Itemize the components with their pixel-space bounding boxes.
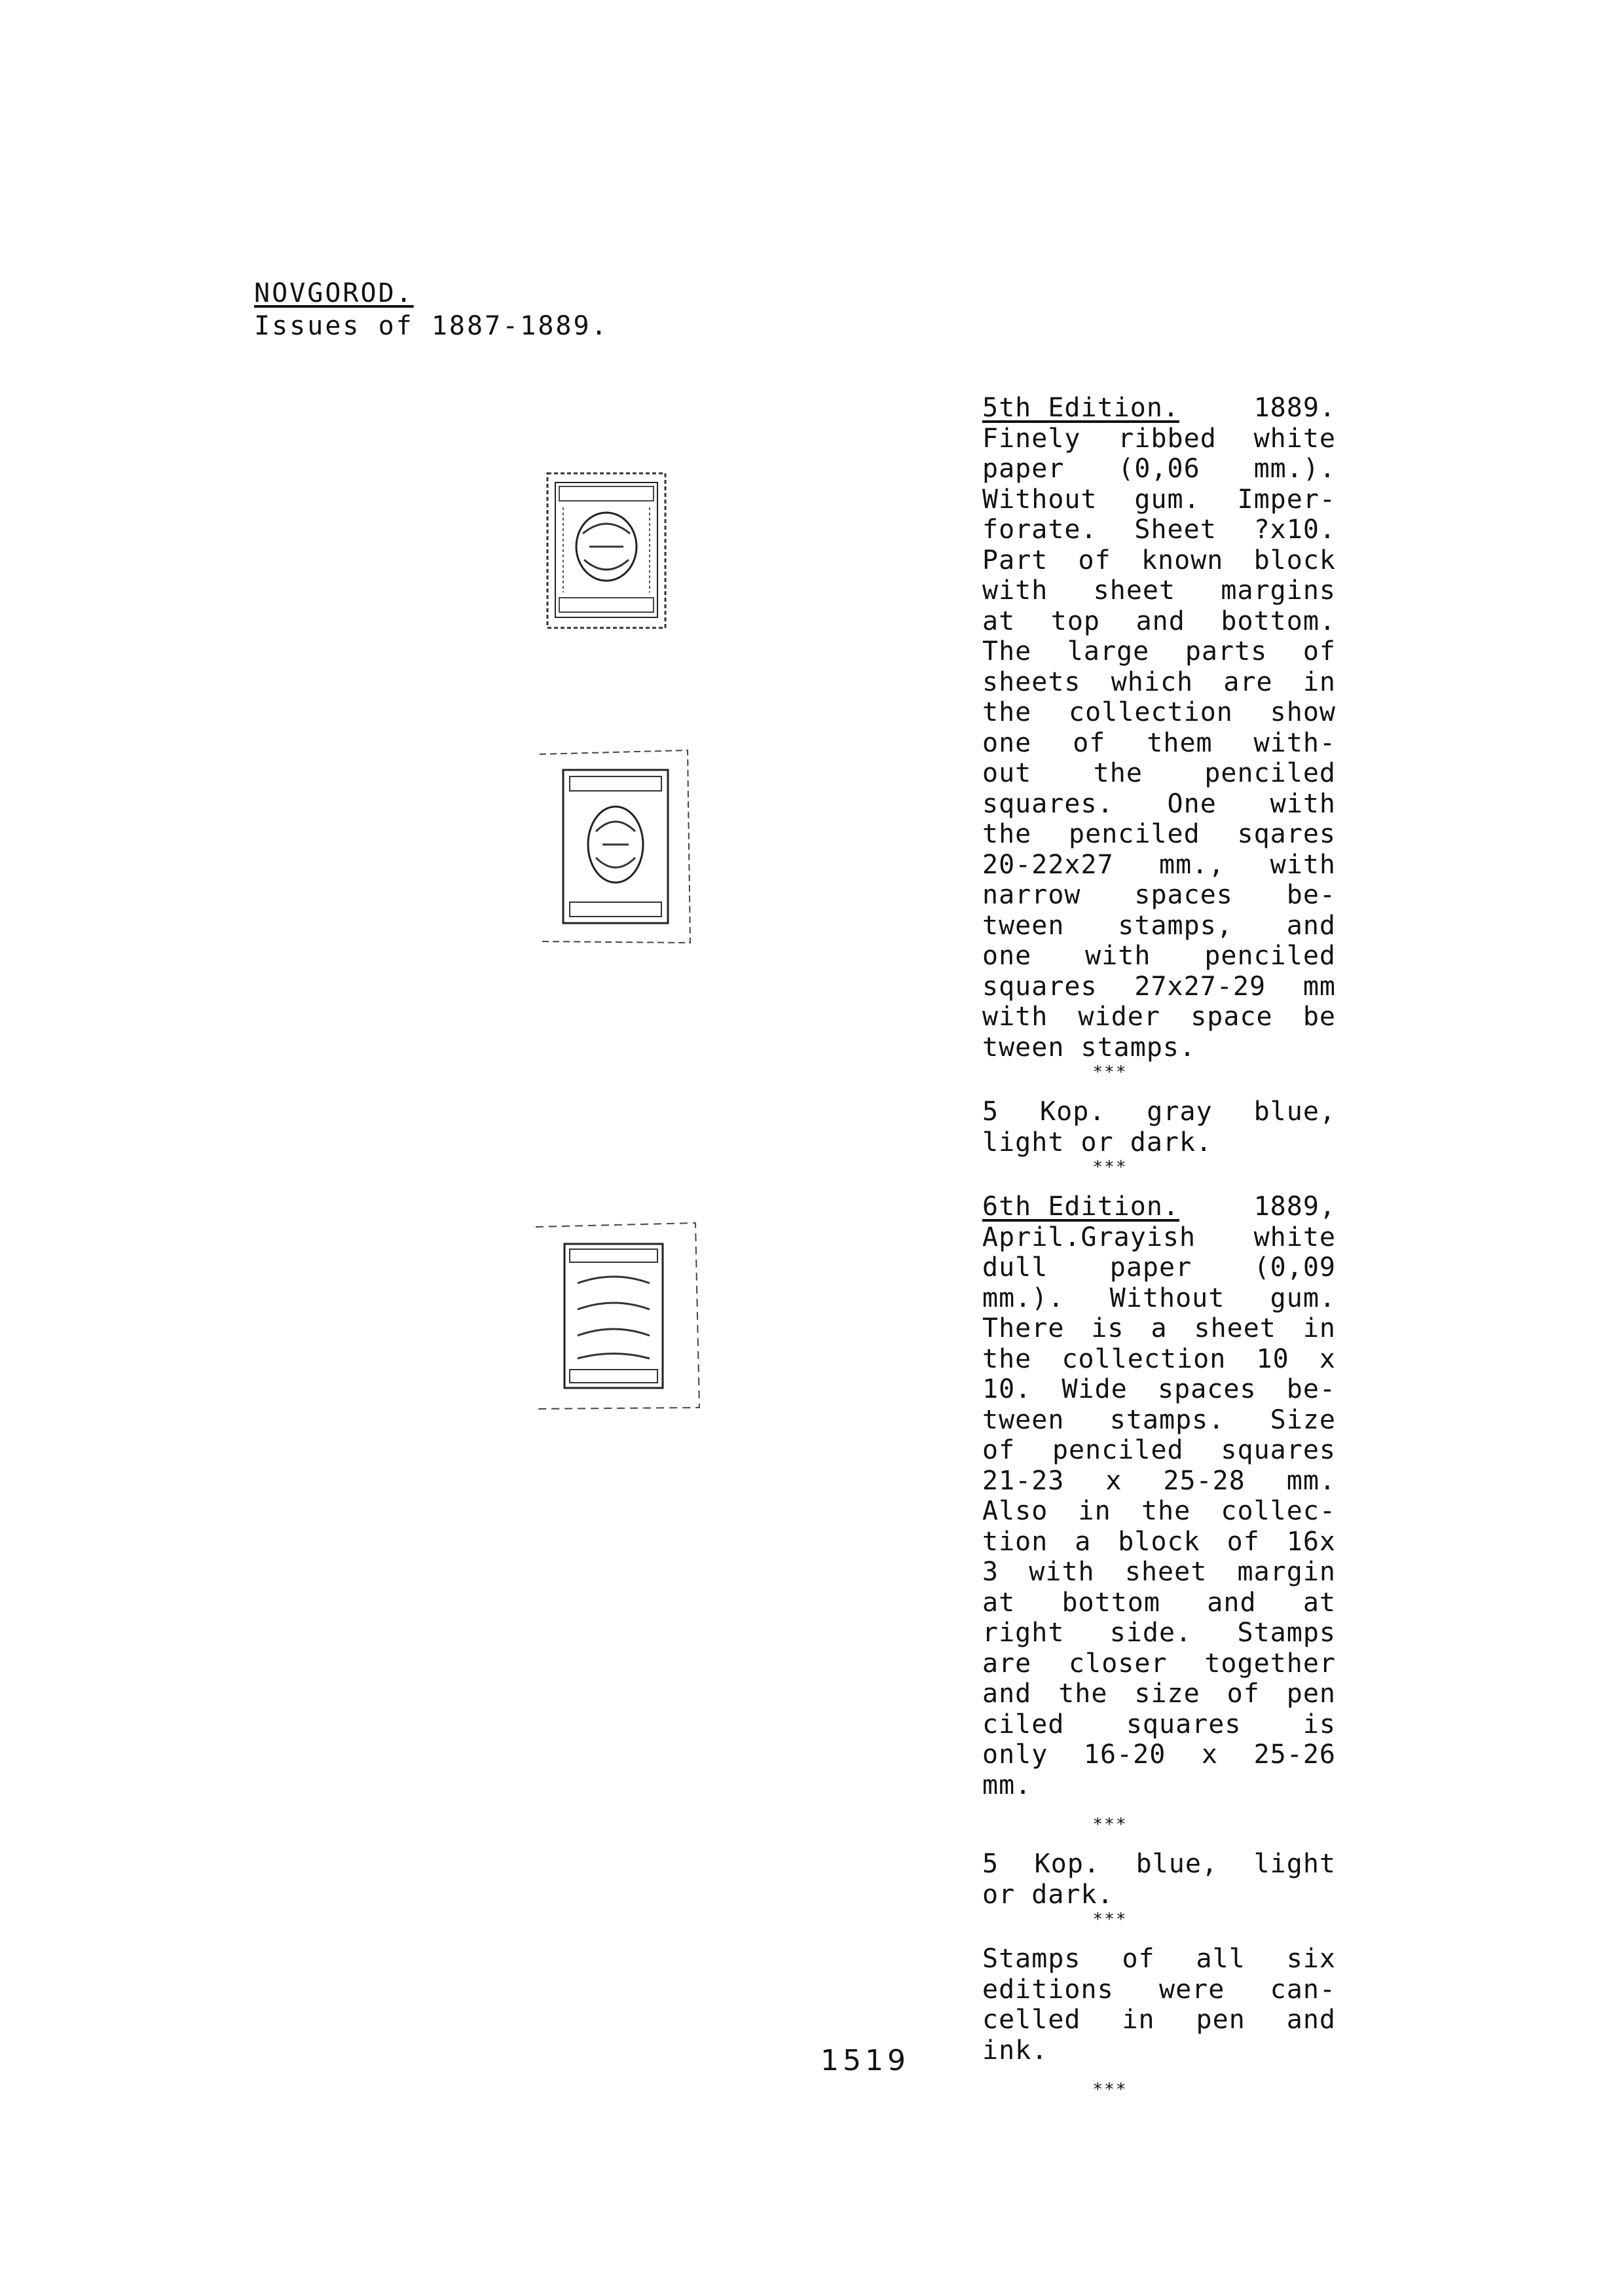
sixth-edition-text [982, 1222, 1336, 1801]
text-line: the collection 10 x [982, 1343, 1336, 1374]
sixth-edition-stamp-list [982, 1849, 1336, 1910]
separator-stars: *** [1092, 2080, 1128, 2100]
text-line: 21-23 x 25-28 mm. [982, 1465, 1336, 1496]
text-line: squares. One with [982, 788, 1336, 819]
page-subtitle: Issues of 1887-1889. [254, 311, 609, 341]
page-title: NOVGOROD. [254, 278, 414, 308]
text-line: Without gum. Imper- [982, 484, 1336, 515]
text-line: 5 Kop. gray blue, [982, 1097, 1336, 1127]
stamp-image-5th-edition-2 [537, 746, 701, 949]
text-line: tween stamps. [982, 1032, 1196, 1063]
text-line: one of them with- [982, 727, 1336, 758]
stamp-image-6th-edition [532, 1218, 702, 1414]
text-line: editions were can- [982, 1974, 1336, 2005]
text-line: celled in pen and [982, 2005, 1336, 2035]
text-line: 20-22x27 mm., with [982, 849, 1336, 880]
fifth-edition-year: 1889. [1253, 393, 1336, 423]
text-line: at bottom and at [982, 1587, 1336, 1618]
description-column [982, 393, 1336, 2100]
separator-stars: *** [1092, 1910, 1128, 1929]
text-line: squares 27x27-29 mm [982, 971, 1336, 1002]
fifth-edition-text [982, 424, 1336, 1063]
text-line: one with penciled [982, 941, 1336, 971]
text-line: forate. Sheet ?x10. [982, 515, 1336, 545]
text-line: of penciled squares [982, 1435, 1336, 1465]
page-number: 1519 [821, 2044, 910, 2077]
closing-note [982, 1944, 1336, 2066]
text-line: There is a sheet in [982, 1313, 1336, 1343]
text-line: mm. [982, 1770, 1032, 1800]
stamp-image-5th-edition-1 [544, 468, 674, 638]
text-line: 3 with sheet margin [982, 1557, 1336, 1587]
fifth-edition-stamp-list [982, 1097, 1336, 1157]
sixth-edition-year: 1889, [1253, 1192, 1336, 1222]
text-line: 10. Wide spaces be- [982, 1374, 1336, 1404]
fifth-edition-heading [982, 393, 1336, 424]
text-line: Finely ribbed white [982, 423, 1336, 454]
text-line: Stamps of all six [982, 1944, 1336, 1974]
separator-stars: *** [1092, 1157, 1128, 1177]
text-line: and the size of pen [982, 1679, 1336, 1709]
text-line: April.Grayish white [982, 1222, 1336, 1252]
fifth-edition-title: 5th Edition. [982, 393, 1179, 423]
text-line: light or dark. [982, 1127, 1213, 1157]
text-line: the collection show [982, 697, 1336, 727]
text-line: ink. [982, 2035, 1048, 2066]
text-line: only 16-20 x 25-26 [982, 1740, 1336, 1770]
text-line: The large parts of [982, 636, 1336, 666]
text-line: tween stamps. Size [982, 1404, 1336, 1435]
sixth-edition-heading [982, 1192, 1336, 1222]
text-line: out the penciled [982, 758, 1336, 788]
text-line: at top and bottom. [982, 606, 1336, 636]
text-line: right side. Stamps [982, 1618, 1336, 1648]
text-line: dull paper (0,09 [982, 1252, 1336, 1283]
text-line: 5 Kop. blue, light [982, 1849, 1336, 1879]
text-line: paper (0,06 mm.). [982, 454, 1336, 484]
text-line: the penciled sqares [982, 819, 1336, 849]
text-line: narrow spaces be- [982, 880, 1336, 910]
text-line: sheets which are in [982, 666, 1336, 697]
text-line: with wider space be [982, 1002, 1336, 1032]
sixth-edition-title: 6th Edition. [982, 1192, 1179, 1222]
text-line: tion a block of 16x [982, 1526, 1336, 1557]
text-line: Also in the collec- [982, 1496, 1336, 1526]
separator-stars: *** [1092, 1815, 1128, 1834]
text-line: or dark. [982, 1879, 1114, 1910]
text-line: tween stamps, and [982, 910, 1336, 941]
separator-stars: *** [1092, 1063, 1128, 1082]
text-line: ciled squares is [982, 1709, 1336, 1740]
text-line: mm.). Without gum. [982, 1283, 1336, 1313]
text-line: Part of known block [982, 545, 1336, 575]
text-line: are closer together [982, 1648, 1336, 1679]
text-line: with sheet margins [982, 575, 1336, 606]
